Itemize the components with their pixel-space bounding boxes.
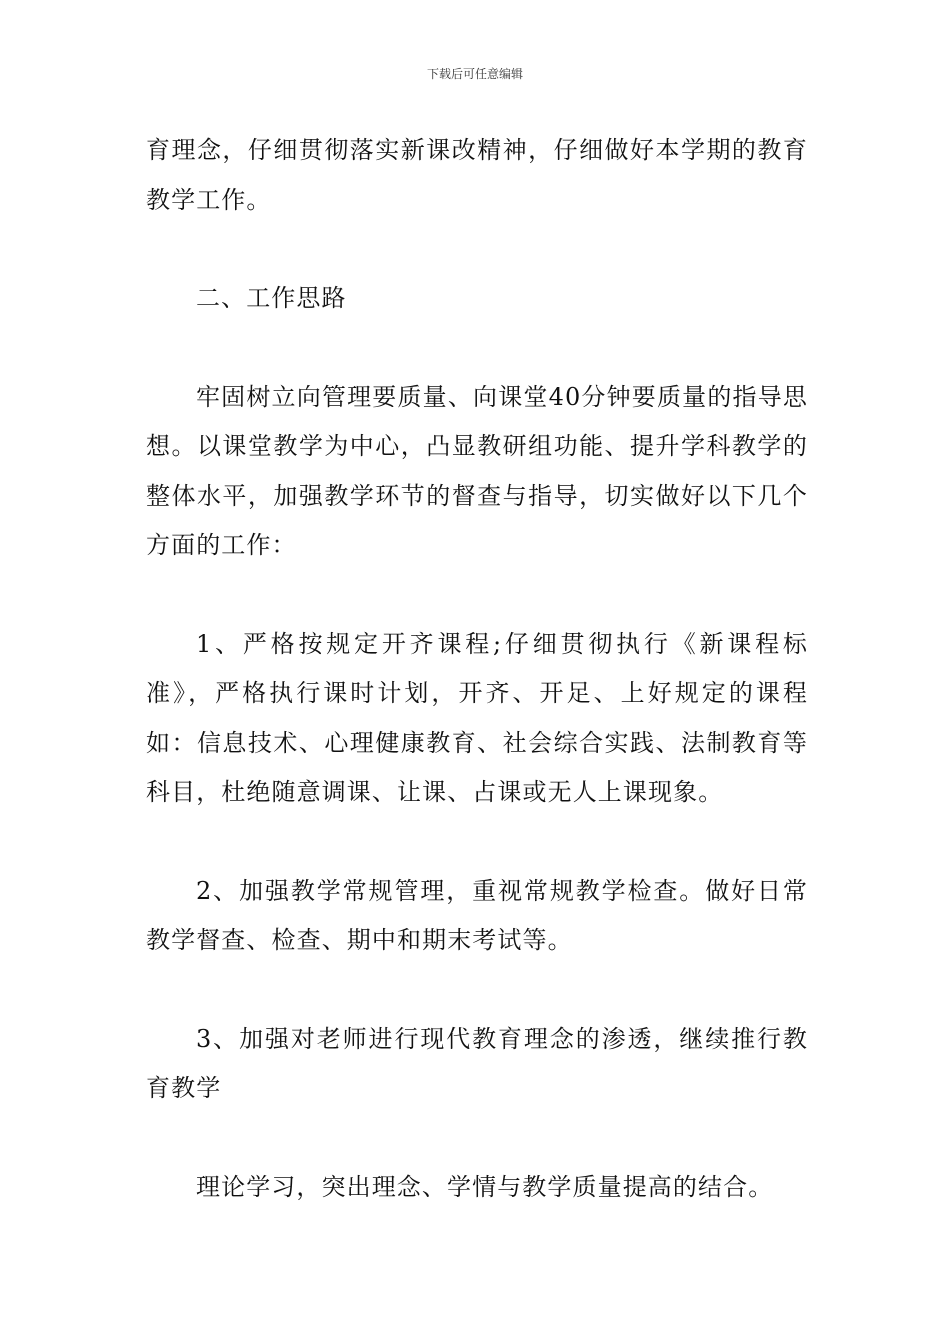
page-header-note: 下载后可任意编辑	[426, 67, 523, 81]
document-body	[146, 126, 808, 1212]
list-item-1: 1、严格按规定开齐课程;仔细贯彻执行《新课程标准》，严格执行课时计划，开齐、开足、上好规定的课程如：信息技术、心理健康教育、社会综合实践、法制教育等科目，杜绝随意调课、让课、占课或无人上课现象。	[146, 629, 808, 806]
paragraph-guiding-thought: 牢固树立向管理要质量、向课堂40分钟要质量的指导思想。以课堂教学为中心，凸显教研组功能、提升学科教学的整体水平，加强教学环节的督查与指导，切实做好以下几个方面的工作：	[146, 382, 808, 559]
paragraph-continuation: 育理念，仔细贯彻落实新课改精神，仔细做好本学期的教育教学工作。	[146, 136, 808, 214]
section-heading: 二、工作思路	[196, 284, 347, 312]
list-item-3: 3、加强对老师进行现代教育理念的渗透，继续推行教育教学	[146, 1024, 808, 1102]
paragraph-theory-study: 理论学习，突出理念、学情与教学质量提高的结合。	[196, 1172, 774, 1201]
list-item-2: 2、加强教学常规管理，重视常规教学检查。做好日常教学督查、检查、期中和期末考试等。	[146, 876, 808, 954]
